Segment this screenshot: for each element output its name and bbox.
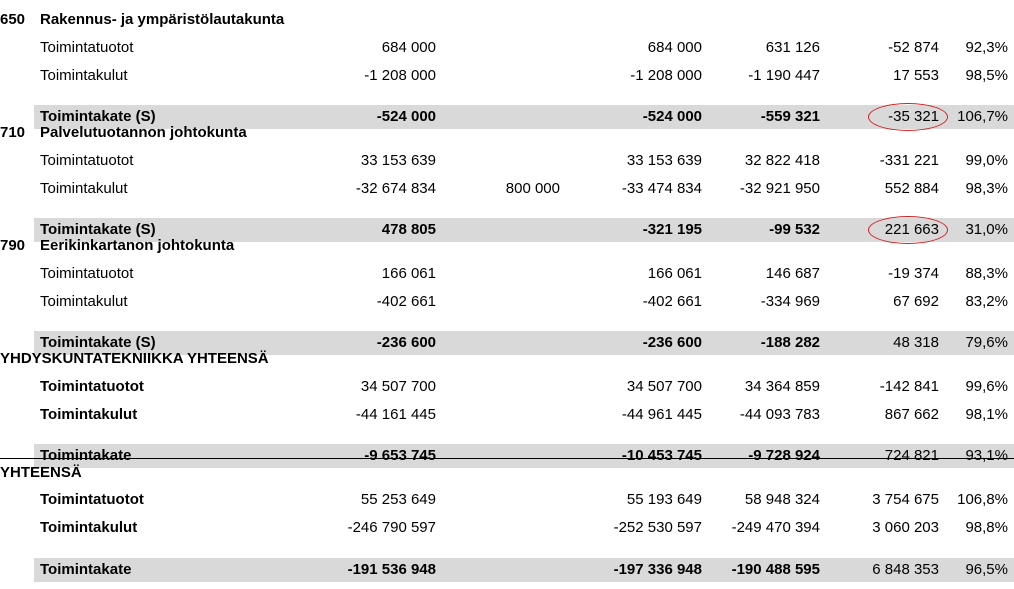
cell-c3: -33 474 834 bbox=[621, 180, 702, 197]
row-label: Toimintakulut bbox=[40, 180, 128, 197]
row-label: Toimintakate bbox=[40, 561, 132, 578]
cell-c3: 684 000 bbox=[647, 39, 702, 56]
section-code: 790 bbox=[0, 237, 26, 254]
table-row bbox=[0, 514, 1014, 542]
cell-c1: -524 000 bbox=[376, 108, 436, 125]
row-label: Toimintakulut bbox=[40, 293, 128, 310]
cell-c3: -236 600 bbox=[642, 334, 702, 351]
cell-c4: -249 470 394 bbox=[731, 519, 820, 536]
row-label: Toimintakate (S) bbox=[40, 221, 156, 238]
cell-c4: -334 969 bbox=[760, 293, 820, 310]
section-code: 710 bbox=[0, 124, 26, 141]
cell-c5: -19 374 bbox=[888, 265, 939, 282]
table-row bbox=[0, 62, 1014, 90]
cell-c6: 31,0% bbox=[965, 221, 1008, 238]
cell-c4: -1 190 447 bbox=[748, 67, 820, 84]
cell-c1: -44 161 445 bbox=[355, 406, 436, 423]
cell-c5: -52 874 bbox=[888, 39, 939, 56]
cell-c5: -331 221 bbox=[879, 152, 939, 169]
cell-c3: -1 208 000 bbox=[630, 67, 702, 84]
cell-c4: -44 093 783 bbox=[739, 406, 820, 423]
section-header bbox=[0, 232, 1014, 260]
cell-c5: 6 848 353 bbox=[872, 561, 939, 578]
section-header bbox=[0, 6, 1014, 34]
cell-c3: -321 195 bbox=[642, 221, 702, 238]
cell-c1: 33 153 639 bbox=[360, 152, 436, 169]
group-heading-title: YHTEENSÄ bbox=[0, 464, 82, 481]
cell-c6: 98,8% bbox=[965, 519, 1008, 536]
row-label: Toimintakulut bbox=[40, 67, 128, 84]
cell-c6: 98,1% bbox=[965, 406, 1008, 423]
cell-c3: -10 453 745 bbox=[621, 447, 702, 464]
cell-c3: 33 153 639 bbox=[626, 152, 702, 169]
cell-c4: 58 948 324 bbox=[744, 491, 820, 508]
cell-c4: -188 282 bbox=[760, 334, 820, 351]
cell-c6: 93,1% bbox=[965, 447, 1008, 464]
cell-c5: 867 662 bbox=[884, 406, 939, 423]
row-label: Toimintakate bbox=[40, 447, 132, 464]
cell-c6: 99,6% bbox=[965, 378, 1008, 395]
table-row bbox=[0, 260, 1014, 288]
cell-c1: 55 253 649 bbox=[360, 491, 436, 508]
cell-c3: -252 530 597 bbox=[613, 519, 702, 536]
cell-c2: 800 000 bbox=[505, 180, 560, 197]
table-row bbox=[0, 147, 1014, 175]
cell-c3: 34 507 700 bbox=[626, 378, 702, 395]
cell-c3: 166 061 bbox=[647, 265, 702, 282]
section-title: Eerikinkartanon johtokunta bbox=[40, 237, 235, 254]
cell-c3: -44 961 445 bbox=[621, 406, 702, 423]
cell-c1: -1 208 000 bbox=[364, 67, 436, 84]
cell-c4: -190 488 595 bbox=[731, 561, 820, 578]
cell-c1: 478 805 bbox=[381, 221, 436, 238]
cell-c1: -9 653 745 bbox=[364, 447, 436, 464]
cell-c6: 83,2% bbox=[965, 293, 1008, 310]
row-label: Toimintakate (S) bbox=[40, 108, 156, 125]
cell-c6: 98,3% bbox=[965, 180, 1008, 197]
cell-c3: -524 000 bbox=[642, 108, 702, 125]
cell-c6: 92,3% bbox=[965, 39, 1008, 56]
cell-c4: -9 728 924 bbox=[748, 447, 820, 464]
cell-c1: -236 600 bbox=[376, 334, 436, 351]
cell-c6: 79,6% bbox=[965, 334, 1008, 351]
cell-c4: 631 126 bbox=[765, 39, 820, 56]
cell-c3: -402 661 bbox=[642, 293, 702, 310]
table-row bbox=[0, 373, 1014, 401]
cell-c6: 99,0% bbox=[965, 152, 1008, 169]
row-label: Toimintatuotot bbox=[40, 378, 144, 395]
cell-c3: -197 336 948 bbox=[613, 561, 702, 578]
row-label: Toimintatuotot bbox=[40, 265, 134, 282]
cell-c1: 166 061 bbox=[381, 265, 436, 282]
cell-c1: -191 536 948 bbox=[347, 561, 436, 578]
cell-c5: 724 821 bbox=[884, 447, 939, 464]
cell-c5: 552 884 bbox=[884, 180, 939, 197]
row-label: Toimintakulut bbox=[40, 406, 138, 423]
cell-c6: 88,3% bbox=[965, 265, 1008, 282]
row-label: Toimintatuotot bbox=[40, 152, 134, 169]
cell-c5: 3 060 203 bbox=[872, 519, 939, 536]
cell-c4: 32 822 418 bbox=[744, 152, 820, 169]
section-title: Palvelutuotannon johtokunta bbox=[40, 124, 247, 141]
table-row bbox=[0, 288, 1014, 316]
cell-c4: 34 364 859 bbox=[744, 378, 820, 395]
cell-c5: 221 663 bbox=[884, 221, 939, 238]
table-row bbox=[0, 486, 1014, 514]
cell-c6: 96,5% bbox=[965, 561, 1008, 578]
cell-c4: -99 532 bbox=[769, 221, 820, 238]
cell-c6: 106,8% bbox=[957, 491, 1008, 508]
cell-c1: -32 674 834 bbox=[355, 180, 436, 197]
cell-c6: 98,5% bbox=[965, 67, 1008, 84]
group-heading bbox=[0, 345, 1014, 373]
cell-c5: -142 841 bbox=[879, 378, 939, 395]
cell-c5: 17 553 bbox=[893, 67, 939, 84]
cell-c5: 67 692 bbox=[893, 293, 939, 310]
table-row bbox=[0, 34, 1014, 62]
cell-c4: -32 921 950 bbox=[739, 180, 820, 197]
section-title: Rakennus- ja ympäristölautakunta bbox=[40, 11, 285, 28]
cell-c5: 3 754 675 bbox=[872, 491, 939, 508]
row-label: Toimintatuotot bbox=[40, 39, 134, 56]
row-label: Toimintakulut bbox=[40, 519, 138, 536]
group-heading-title: YHDYSKUNTATEKNIIKKA YHTEENSÄ bbox=[0, 350, 269, 367]
cell-c4: 146 687 bbox=[765, 265, 820, 282]
subtotal-row bbox=[34, 558, 1014, 582]
cell-c4: -559 321 bbox=[760, 108, 820, 125]
cell-c5: -35 321 bbox=[888, 108, 939, 125]
cell-c5: 48 318 bbox=[893, 334, 939, 351]
table-row bbox=[0, 175, 1014, 203]
section-header bbox=[0, 119, 1014, 147]
row-label: Toimintatuotot bbox=[40, 491, 144, 508]
cell-c3: 55 193 649 bbox=[626, 491, 702, 508]
row-label: Toimintakate (S) bbox=[40, 334, 156, 351]
table-row bbox=[0, 401, 1014, 429]
cell-c1: -402 661 bbox=[376, 293, 436, 310]
section-code: 650 bbox=[0, 11, 26, 28]
group-heading bbox=[0, 458, 1014, 487]
cell-c1: 684 000 bbox=[381, 39, 436, 56]
cell-c1: -246 790 597 bbox=[347, 519, 436, 536]
cell-c1: 34 507 700 bbox=[360, 378, 436, 395]
cell-c6: 106,7% bbox=[957, 108, 1008, 125]
